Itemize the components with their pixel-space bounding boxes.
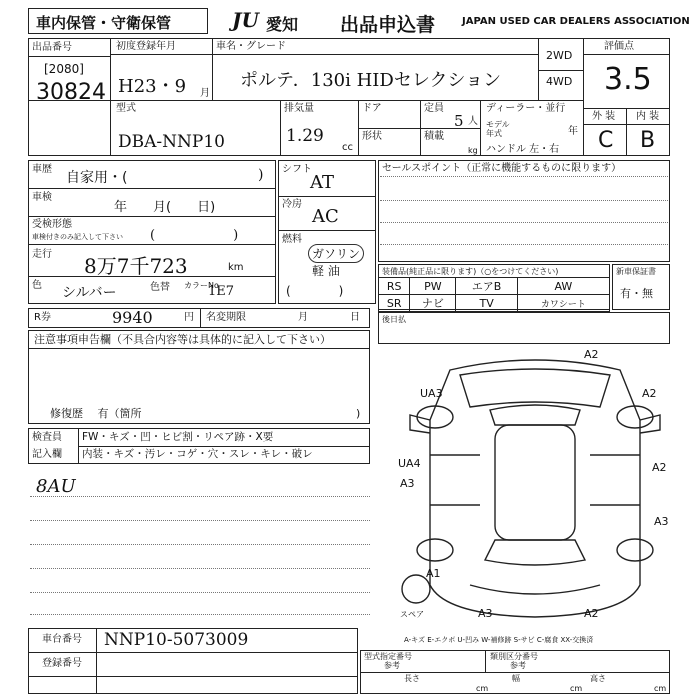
door-label: ドア [362, 103, 382, 114]
displacement-label: 排気量 [284, 103, 314, 114]
damage-mark-5: A2 [652, 461, 667, 474]
damage-mark-4: UA4 [398, 457, 421, 470]
dealer-label: ディーラー・並行 [486, 103, 566, 114]
form-label: 受検形態 [32, 219, 72, 230]
inspection-value: 年 月( 日) [114, 200, 216, 215]
fuel-paren: ( ) [286, 284, 344, 298]
reg-label: 登録番号 [42, 658, 82, 669]
model-value: DBA-NNP10 [118, 132, 225, 152]
equip-navi: ナビ [410, 295, 456, 312]
damage-mark-9: A3 [478, 607, 493, 620]
spare-label: スペア [400, 610, 424, 619]
fw-row: FW・キズ・凹・ヒビ割・リペア跡・X要 [82, 431, 274, 443]
after-pay-frame [378, 312, 670, 344]
category-label: 類別区分番号 [490, 652, 538, 661]
damage-mark-2: A2 [642, 387, 657, 400]
month-label: 月 [200, 88, 210, 99]
lot-prefix: [2080] [44, 62, 84, 76]
color-value: シルバー [62, 285, 117, 301]
color-no-value: 1E7 [208, 284, 235, 299]
equip-aw: AW [517, 278, 609, 295]
history-label: 車歴 [32, 164, 52, 175]
mileage-unit: km [228, 262, 244, 273]
displacement-value: 1.29 [286, 126, 324, 146]
inspector-handwritten: 8AU [36, 476, 76, 497]
warranty-label: 新車保証書 [616, 267, 656, 276]
history-value: 自家用・( [66, 170, 128, 186]
damage-mark-7: A3 [654, 515, 669, 528]
equip-airbag: エアB [456, 278, 517, 295]
sales-points-label: セールスポイント（正常に機能するものに限ります） [382, 163, 622, 174]
category-ref: 参考 [510, 661, 526, 670]
mileage-label: 走行 [32, 249, 52, 260]
name-change-label: 名変期限 [206, 312, 246, 323]
damage-legend: A-キズ E-エクボ U-凹み W-補修跡 S-サビ C-腐食 XX-交換済 [404, 636, 594, 644]
exterior-label: 外 装 [592, 111, 616, 122]
color-change-label: 色替 [150, 282, 170, 293]
form-title: 出品申込書 [340, 14, 436, 36]
equipment-label: 装備品(純正品に限ります)（○をつけてください) [382, 267, 559, 276]
capacity-value: 5 [454, 112, 464, 130]
warranty-value: 有・無 [620, 287, 653, 300]
shape-label: 形状 [362, 131, 382, 142]
org-english: JAPAN USED CAR DEALERS ASSOCIATION [462, 16, 690, 27]
width-unit: cm [570, 684, 583, 693]
height-unit: cm [654, 684, 667, 693]
recycle-label: R券 [34, 312, 51, 323]
model-designation-label: 型式指定番号 [364, 652, 412, 661]
fuel-diesel: 軽 油 [312, 264, 340, 278]
equip-pw: PW [410, 278, 456, 295]
model-label: 型式 [116, 103, 136, 114]
model-designation-ref: 参考 [384, 661, 400, 670]
exterior-value: C [598, 128, 614, 153]
carname-label: 車名・グレード [216, 41, 286, 52]
load-unit: kg [468, 146, 478, 155]
load-label: 積載 [424, 131, 444, 142]
first-reg-label: 初度登録年月 [116, 41, 176, 52]
handle-label: ハンドル 左・右 [486, 144, 560, 155]
ac-value: AC [312, 206, 339, 227]
year-unit: 年 [568, 126, 578, 137]
form-sub: 車検付きのみ記入して下さい [32, 233, 123, 241]
lot-label: 出品番号 [32, 42, 72, 53]
inspection-label: 車検 [32, 192, 52, 203]
displacement-unit: cc [342, 142, 353, 153]
ju-logo: JU [232, 8, 259, 32]
chassis-value: NNP10-5073009 [104, 630, 249, 650]
inspector-label: 検査員 [32, 432, 62, 443]
damage-mark-10: A2 [584, 607, 599, 620]
repair-close: ) [356, 407, 361, 420]
length-unit: cm [476, 684, 489, 693]
equip-seat: カワシート [517, 295, 609, 312]
carname-value: ポルテ．130i HIDセレクション [240, 70, 502, 91]
shift-label: シフト [282, 164, 312, 175]
model-year-label: モデル年式 [486, 120, 510, 138]
height-label: 高さ [590, 674, 606, 683]
damage-mark-8: A1 [426, 567, 441, 580]
mileage-value: 8万7千723 [84, 254, 188, 278]
chassis-label: 車台番号 [42, 634, 82, 645]
color-label: 色 [32, 280, 42, 291]
shift-value: AT [310, 172, 335, 193]
grade-value: 3.5 [604, 62, 652, 97]
org-name: 愛知 [266, 15, 299, 34]
grade-label: 評価点 [604, 41, 634, 52]
recycle-frame [28, 308, 370, 328]
equipment-table [378, 277, 610, 312]
fuel-value: ガソリン [308, 244, 364, 263]
recycle-value: 9940 [112, 308, 153, 327]
history-close: ) [258, 167, 264, 183]
width-label: 幅 [512, 674, 520, 683]
form-paren: ( ) [150, 228, 239, 243]
capacity-unit: 人 [468, 116, 478, 127]
interior-value: B [640, 128, 656, 153]
damage-mark-6: A3 [400, 477, 415, 490]
repair-label: 修復歴 有（箇所 [50, 407, 142, 420]
notes-label: 注意事項申告欄（不具合内容等は具体的に記入して下さい） [34, 333, 331, 346]
drive-2wd: 2WD [546, 49, 573, 62]
interior-row: 内装・キズ・汚レ・コゲ・穴・スレ・キレ・破レ [82, 448, 313, 460]
after-pay-label: 後日払 [382, 315, 406, 324]
drive-4wd: 4WD [546, 75, 573, 88]
recycle-unit: 円 [184, 312, 194, 323]
interior-label: 内 装 [636, 111, 660, 122]
equip-sr: SR [379, 295, 410, 312]
name-change-month: 月 [298, 312, 308, 323]
equip-rs: RS [379, 278, 410, 295]
first-reg-value: H23・9 [118, 76, 187, 97]
equip-tv: TV [456, 295, 517, 312]
capacity-label: 定員 [424, 103, 444, 114]
lot-number: 30824 [36, 80, 106, 105]
damage-mark-3: UA3 [420, 387, 443, 400]
damage-mark-1: A2 [584, 348, 599, 361]
fuel-label: 燃料 [282, 234, 302, 245]
ac-label: 冷房 [282, 199, 302, 210]
fill-label: 記入欄 [32, 449, 62, 460]
color-no-label: カラーNo [184, 281, 219, 290]
storage-label: 車内保管・守衛保管 [36, 14, 172, 32]
name-change-day: 日 [350, 312, 360, 323]
length-label: 長さ [404, 674, 420, 683]
